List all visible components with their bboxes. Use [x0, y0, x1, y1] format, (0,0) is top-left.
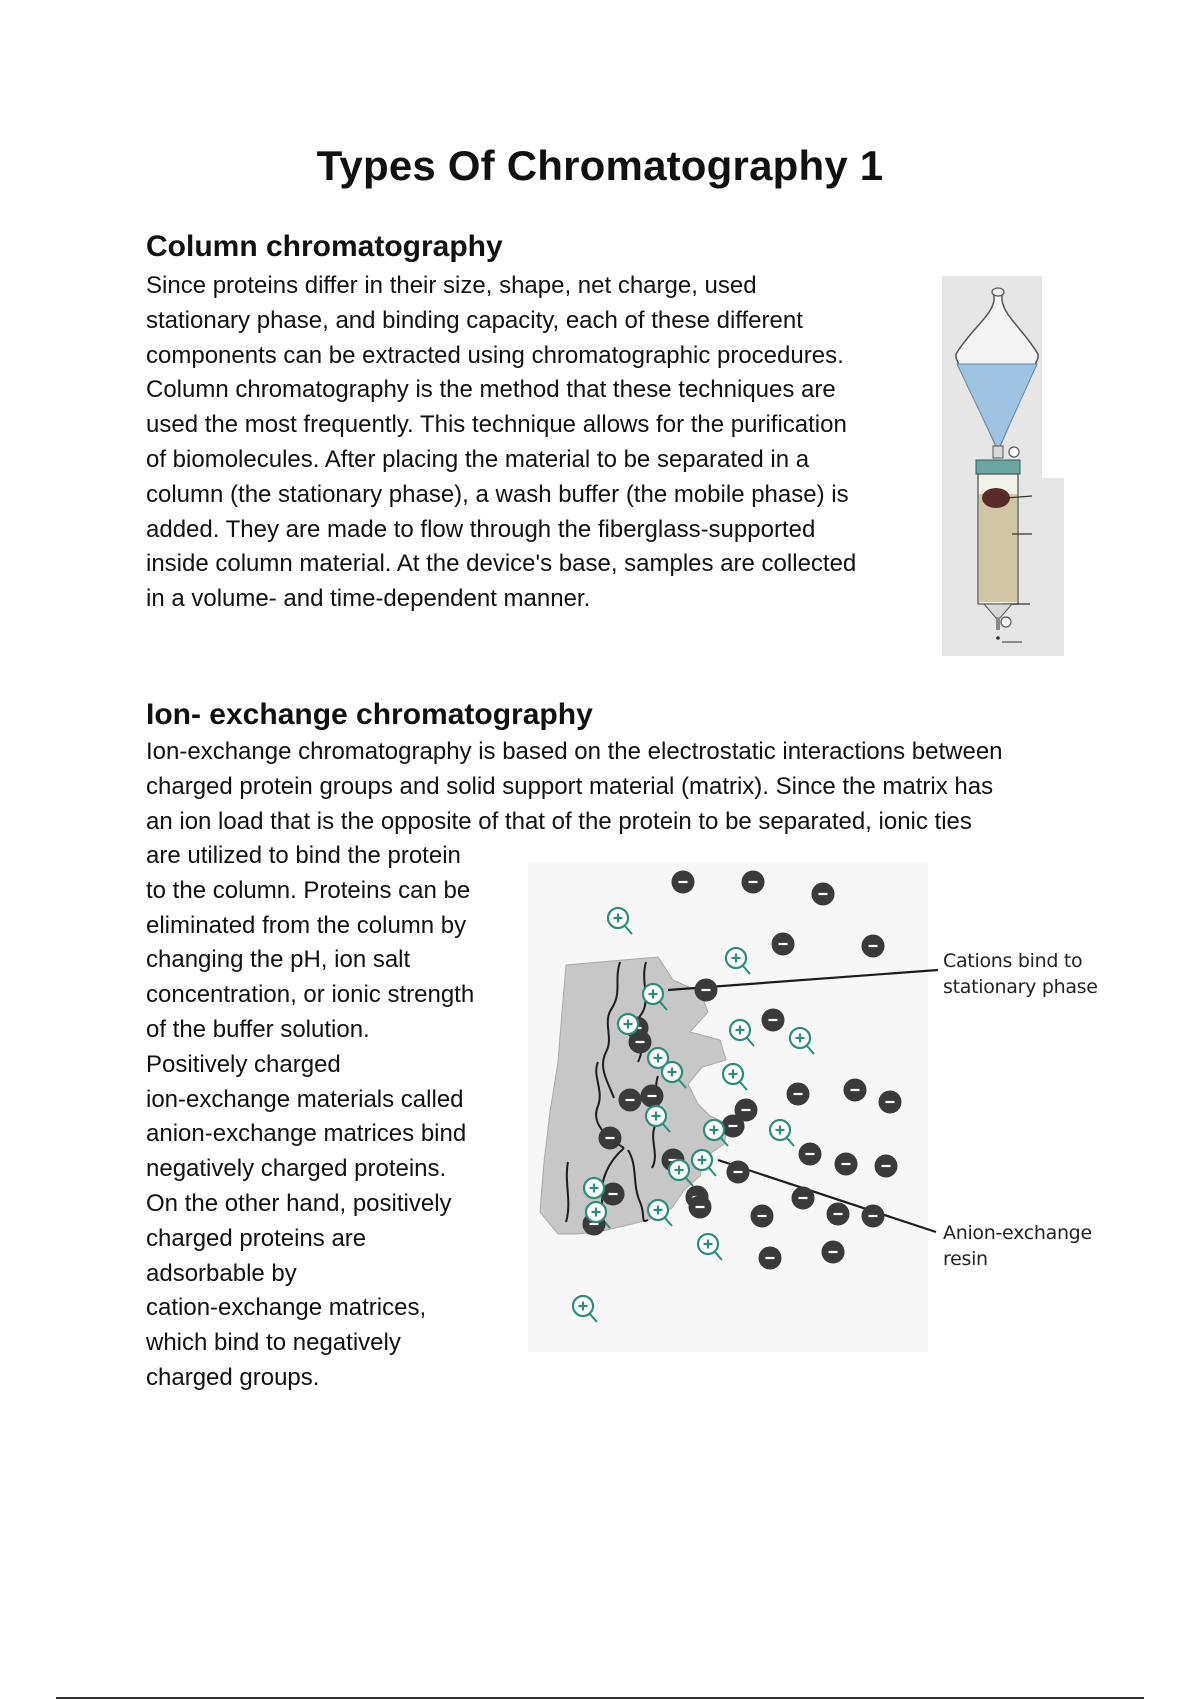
page-title: Types Of Chromatography 1 [316, 142, 884, 189]
ion-body-line: changing the pH, ion salt [146, 946, 411, 974]
column-body-line: in a volume- and time-dependent manner. [146, 585, 591, 613]
ion-body-line: an ion load that is the opposite of that of the protein to be separated, ionic ties [146, 807, 972, 835]
callout-line: Anion-exchange [943, 1222, 1092, 1244]
anion-icon [862, 1205, 884, 1227]
anion-icon [879, 1091, 901, 1113]
ion-exchange-body-wrapped [146, 839, 474, 1396]
ion-body-line: Positively charged [146, 1050, 341, 1078]
cation-icon [586, 1202, 606, 1222]
cation-icon [723, 1064, 743, 1084]
column-apparatus-illustration [942, 276, 1064, 656]
column-packing [979, 494, 1017, 602]
anion-icon [751, 1205, 773, 1227]
callout-line: stationary phase [943, 976, 1098, 998]
anion-icon [772, 933, 794, 955]
ion-body-line: adsorbable by [146, 1259, 297, 1287]
page-bottom-rule [56, 1697, 1144, 1699]
callout-line: Cations bind to [943, 950, 1083, 972]
anion-icon [759, 1247, 781, 1269]
anion-icon [799, 1143, 821, 1165]
ion-body-line: Ion-exchange chromatography is based on the electrostatic interactions between [146, 738, 1003, 765]
anion-icon [619, 1089, 641, 1111]
cation-icon [692, 1150, 712, 1170]
anion-icon [862, 935, 884, 957]
cation-icon [573, 1296, 593, 1316]
anion-icon [722, 1115, 744, 1137]
anion-icon [835, 1153, 857, 1175]
ion-body-line: anion-exchange matrices bind [146, 1120, 467, 1148]
column-body-line: Since proteins differ in their size, shape, net charge, used [146, 272, 757, 299]
ion-body-line: charged protein groups and solid support material (matrix). Since the matrix has [146, 772, 994, 800]
cation-icon [726, 948, 746, 968]
cation-icon [584, 1178, 604, 1198]
cation-icon [648, 1200, 668, 1220]
anion-icon [844, 1079, 866, 1101]
callout-anion-exchange-resin [943, 1220, 1092, 1272]
anion-icon [742, 871, 764, 893]
resin-diagram [528, 862, 1128, 1352]
column-section-body [146, 269, 856, 617]
column-body-line: inside column material. At the device's base, samples are collected [146, 550, 857, 578]
ion-body-line: are utilized to bind the protein [146, 842, 461, 869]
anion-icon [689, 1196, 711, 1218]
ion-body-line: concentration, or ionic strength [146, 981, 475, 1009]
column-body-line: of biomolecules. After placing the material to be separated in a [146, 445, 810, 473]
ion-exchange-section-heading: Ion- exchange chromatography [146, 698, 593, 731]
ion-body-line: negatively charged proteins. [146, 1155, 447, 1183]
anion-icon [812, 883, 834, 905]
column-body-line: components can be extracted using chromatographic procedures. [146, 341, 844, 369]
cation-icon [790, 1028, 810, 1048]
cation-icon [608, 908, 628, 928]
column-body-line: used the most frequently. This technique allows for the purification [146, 411, 847, 439]
column-body-line: stationary phase, and binding capacity, each of these different [146, 306, 803, 334]
ion-body-line: cation-exchange matrices, [146, 1294, 427, 1322]
cation-icon [669, 1160, 689, 1180]
column-body-line: Column chromatography is the method that these techniques are [146, 376, 836, 404]
ion-exchange-body-top [146, 735, 1003, 839]
cation-icon [730, 1020, 750, 1040]
column-body-line: added. They are made to flow through the fiberglass-supported [146, 515, 816, 543]
anion-icon [822, 1241, 844, 1263]
anion-icon [602, 1183, 624, 1205]
ion-body-line: ion-exchange materials called [146, 1085, 464, 1113]
ion-body-line: eliminated from the column by [146, 911, 467, 939]
anion-icon [792, 1187, 814, 1209]
anion-icon [787, 1083, 809, 1105]
anion-icon [727, 1161, 749, 1183]
callout-cations-bind [943, 948, 1098, 1000]
cation-icon [770, 1120, 790, 1140]
column-section-heading: Column chromatography [146, 230, 503, 263]
ion-body-line: On the other hand, positively [146, 1189, 452, 1217]
anion-icon [762, 1009, 784, 1031]
anion-icon [672, 871, 694, 893]
anion-icon [827, 1203, 849, 1225]
anion-icon [599, 1127, 621, 1149]
callout-line: resin [943, 1248, 988, 1270]
cation-icon [698, 1234, 718, 1254]
column-body-line: column (the stationary phase), a wash buffer (the mobile phase) is [146, 480, 849, 508]
ion-body-line: of the buffer solution. [146, 1015, 370, 1043]
ion-body-line: charged proteins are [146, 1224, 367, 1252]
ion-body-line: which bind to negatively [146, 1329, 401, 1357]
cation-icon [643, 984, 663, 1004]
cation-icon [704, 1120, 724, 1140]
cation-icon [662, 1062, 682, 1082]
ion-exchange-illustration [528, 862, 1128, 1352]
cation-icon [618, 1014, 638, 1034]
ion-body-line: charged groups. [146, 1363, 320, 1391]
ion-body-line: to the column. Proteins can be [146, 876, 471, 904]
cation-icon [646, 1106, 666, 1126]
anion-icon [641, 1085, 663, 1107]
anion-icon [875, 1155, 897, 1177]
anion-icon [695, 979, 717, 1001]
